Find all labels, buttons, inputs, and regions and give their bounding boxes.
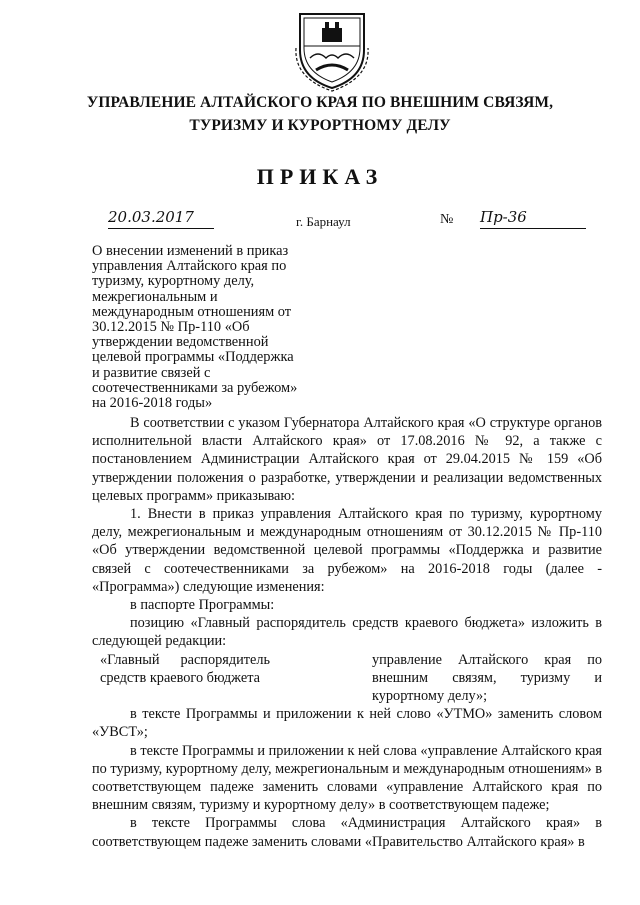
paragraph-rename-department: в тексте Программы и приложении к ней слова «управление Алтайского края по туризму, курортному делу, межрегиональным и международным отношениям» в соответствующем падеже заменить словами «управление Алтайского края по внешним связям, туризму и курортному делу» в соответствующем падеже; xyxy=(92,742,602,814)
table-left-cell: «Главный распорядитель средств краевого бюджета xyxy=(100,651,270,686)
paragraph-rename-administration: в тексте Программы слова «Администрация Алтайского края» в соответствующем падеже заменить словами «Правительство Алтайского края» в xyxy=(92,815,602,850)
table-right-cell: управление Алтайского края по внешним связям, туризму и курортному делу»; xyxy=(372,651,602,705)
paragraph-basis: В соответствии с указом Губернатора Алтайского края «О структуре органов исполнительной власти Алтайского края» от 17.08.2016 № 92, а также с постановлением Администрации Алтайского края от 29.04.2015 № 159 «Об утверждении положения о разработке, утверждении и реализации ведомственных целевых программ» приказываю: xyxy=(92,415,602,504)
coat-of-arms-icon xyxy=(292,8,372,92)
document-date: 20.03.2017 xyxy=(108,208,214,229)
document-title: ПРИКАЗ xyxy=(256,164,384,189)
number-label: № xyxy=(440,212,454,227)
org-name-line-1: УПРАВЛЕНИЕ АЛТАЙСКОГО КРАЯ ПО ВНЕШНИМ СВЯЗЯМ, xyxy=(86,94,554,111)
position-table xyxy=(92,651,602,706)
paragraph-position: позицию «Главный распорядитель средств краевого бюджета» изложить в следующей редакции: xyxy=(92,615,602,650)
document-number: Пр-36 xyxy=(480,208,586,229)
document-body xyxy=(92,414,602,851)
paragraph-item-1: 1. Внести в приказ управления Алтайского края по туризму, курортному делу, межрегиональным и международным отношениям от 30.12.2015 № Пр-110 «Об утверждении ведомственной целевой программы «Поддержка и развитие связей с соотечественниками за рубежом» на 2016-2018 годы (далее - «Программа») следующие изменения: xyxy=(92,506,602,595)
org-name-line-2: ТУРИЗМУ И КУРОРТНОМУ ДЕЛУ xyxy=(189,117,451,134)
document-subject: О внесении изменений в приказ управления Алтайского края по туризму, курортному делу, межрегиональным и международным отношениям от 30.12.2015 № Пр-110 «Об утверждении ведомственной целевой программы «Поддержка и развитие связей с соотечественниками за рубежом» на 2016-2018 годы» xyxy=(92,243,298,412)
document-city: г. Барнаул xyxy=(296,214,351,229)
paragraph-passport: в паспорте Программы: xyxy=(130,597,275,614)
paragraph-utmo: в тексте Программы и приложении к ней слово «УТМО» заменить словом «УВСТ»; xyxy=(92,706,602,741)
